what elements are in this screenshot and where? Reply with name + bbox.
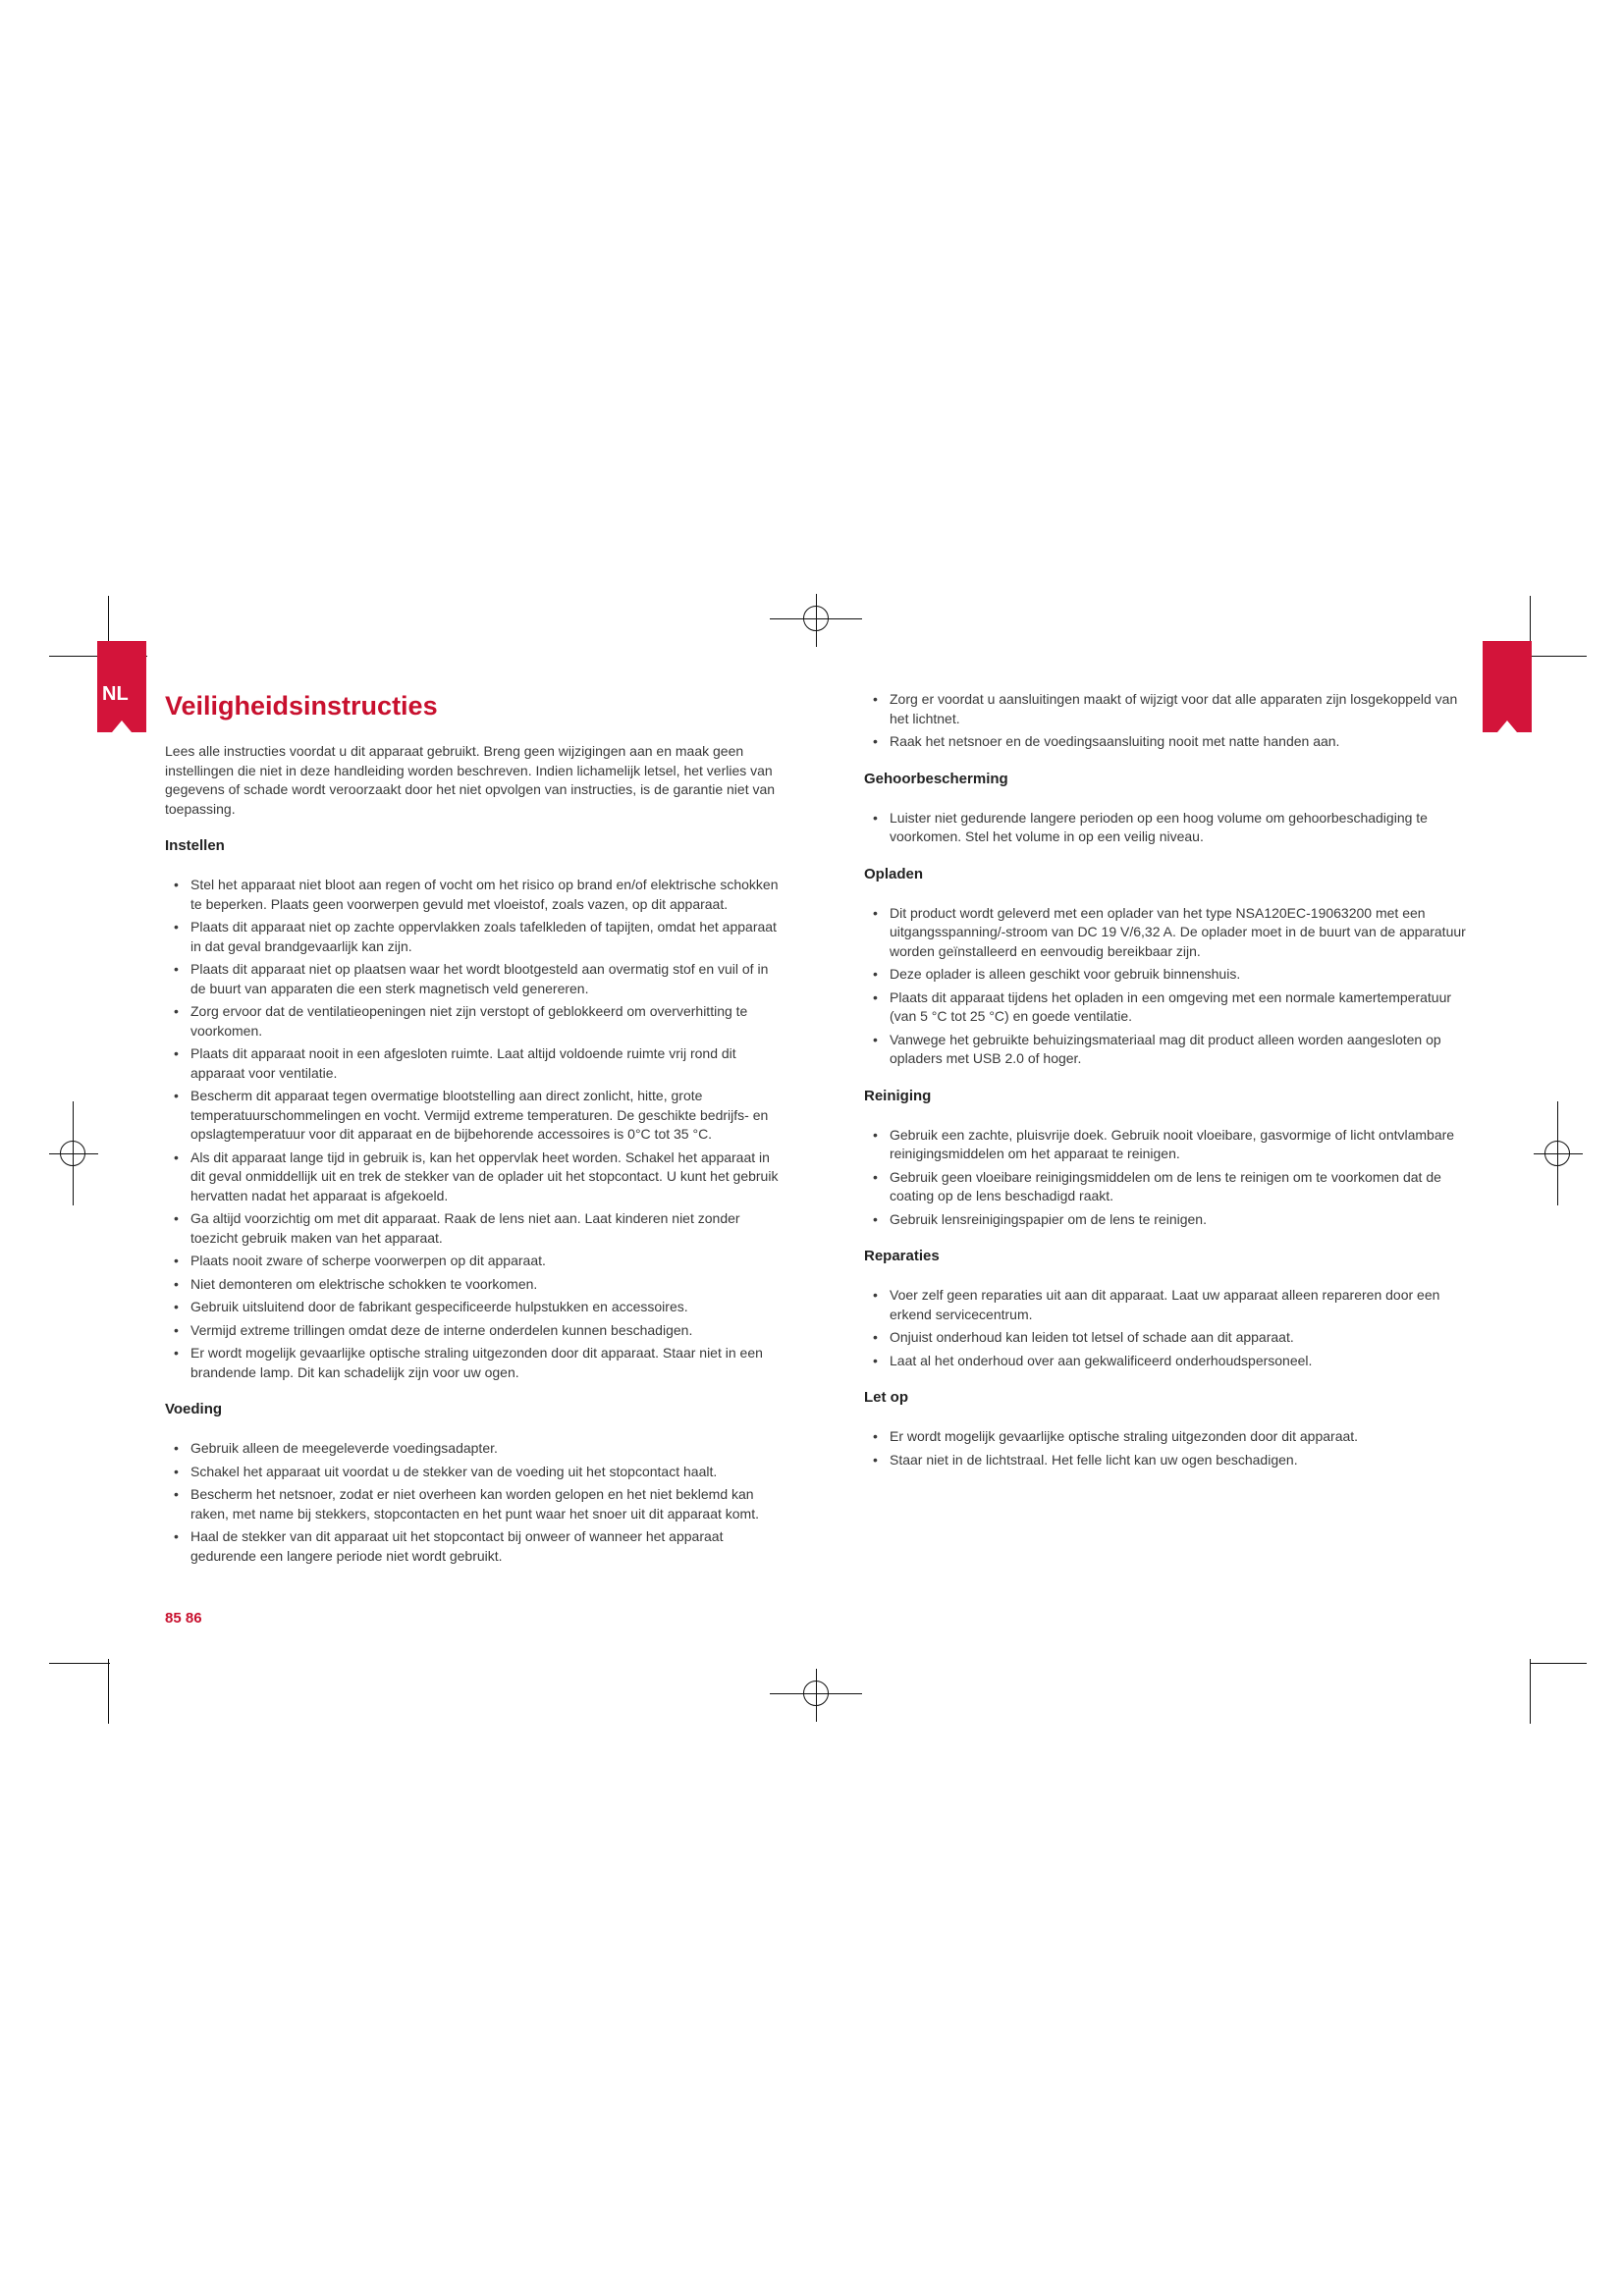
list-item: • Onjuist onderhoud kan leiden tot letsel of schade aan dit apparaat.	[890, 1328, 1473, 1348]
list-item: • Niet demonteren om elektrische schokken te voorkomen.	[190, 1275, 779, 1295]
list-item: • Plaats dit apparaat tijdens het opladen in een omgeving met een normale kamertemperatuur (van 5 °C tot 25 °C) en goede ventilatie.	[890, 988, 1473, 1027]
list-gehoorbescherming	[864, 809, 1473, 847]
list-instellen	[165, 876, 779, 1382]
section-heading-let-op: Let op	[864, 1389, 908, 1406]
list-item: • Er wordt mogelijk gevaarlijke optische straling uitgezonden door dit apparaat. Staar niet in een brandende lamp. Dit kan schadelijk zijn voor uw ogen.	[190, 1344, 779, 1382]
list-item: • Haal de stekker van dit apparaat uit het stopcontact bij onweer of wanneer het apparaat gedurende een langere periode niet wordt gebruikt.	[190, 1527, 779, 1566]
list-item: • Deze oplader is alleen geschikt voor gebruik binnenshuis.	[890, 965, 1473, 985]
list-item: • Voer zelf geen reparaties uit aan dit apparaat. Laat uw apparaat alleen repareren door een erkend servicecentrum.	[890, 1286, 1473, 1324]
section-heading-gehoorbescherming: Gehoorbescherming	[864, 770, 1008, 787]
page-title: Veiligheidsinstructies	[165, 691, 438, 721]
list-item: • Dit product wordt geleverd met een oplader van het type NSA120EC-19063200 met een uitgangsspanning/-stroom van DC 19 V/6,32 A. De oplader moet in de buurt van de apparatuur worden geïnstalleerd en eenvoudig bereikbaar zijn.	[890, 904, 1473, 962]
intro-paragraph: Lees alle instructies voordat u dit apparaat gebruikt. Breng geen wijzigingen aan en maak geen instellingen die niet in deze handleiding worden beschreven. Indien lichamelijk letsel, het verlies van gegevens of schade wordt veroorzaakt door het niet opvolgen van instructies, is de garantie niet van toepassing.	[165, 743, 776, 817]
language-tab-label: NL	[102, 683, 129, 705]
left-column	[165, 689, 779, 1583]
list-item: • Raak het netsnoer en de voedingsaansluiting nooit met natte handen aan.	[890, 732, 1473, 752]
list-voeding-continued	[864, 690, 1473, 752]
list-reiniging	[864, 1126, 1473, 1230]
list-item: • Staar niet in de lichtstraal. Het felle licht kan uw ogen beschadigen.	[890, 1451, 1473, 1470]
section-heading-instellen: Instellen	[165, 837, 225, 854]
list-item: • Plaats nooit zware of scherpe voorwerpen op dit apparaat.	[190, 1252, 779, 1271]
list-item: • Ga altijd voorzichtig om met dit apparaat. Raak de lens niet aan. Laat kinderen niet zonder toezicht gebruik maken van het apparaat.	[190, 1209, 779, 1248]
language-tab-right	[1483, 641, 1532, 732]
list-item: • Als dit apparaat lange tijd in gebruik is, kan het oppervlak heet worden. Schakel het apparaat in dit geval onmiddellijk uit en trek de stekker van de oplader uit het stopcontact. U kunt het gebruik hervatten nadat het apparaat is afgekoeld.	[190, 1148, 779, 1206]
list-item: • Gebruik een zachte, pluisvrije doek. Gebruik nooit vloeibare, gasvormige of licht ontvlambare reinigingsmiddelen om het apparaat te reinigen.	[890, 1126, 1473, 1164]
section-heading-opladen: Opladen	[864, 865, 924, 882]
list-item: • Laat al het onderhoud over aan gekwalificeerd onderhoudspersoneel.	[890, 1352, 1473, 1371]
list-item: • Vanwege het gebruikte behuizingsmateriaal mag dit product alleen worden aangesloten op opladers met USB 2.0 of hoger.	[890, 1031, 1473, 1069]
list-item: • Plaats dit apparaat niet op plaatsen waar het wordt blootgesteld aan overmatig stof en vuil of in de buurt van apparaten die een sterk magnetisch veld genereren.	[190, 960, 779, 998]
list-item: • Plaats dit apparaat nooit in een afgesloten ruimte. Laat altijd voldoende ruimte vrij rond dit apparaat voor ventilatie.	[190, 1044, 779, 1083]
list-item: • Stel het apparaat niet bloot aan regen of vocht om het risico op brand en/of elektrische schokken te beperken. Plaats geen voorwerpen gevuld met vloeistof, zoals vazen, op dit apparaat.	[190, 876, 779, 914]
list-let-op	[864, 1427, 1473, 1469]
list-item: • Bescherm het netsnoer, zodat er niet overheen kan worden gelopen en het niet beklemd kan raken, met name bij stekkers, stopcontacten en het punt waar het snoer uit dit apparaat komt.	[190, 1485, 779, 1523]
right-column	[864, 690, 1473, 1487]
list-item: • Gebruik geen vloeibare reinigingsmiddelen om de lens te reinigen om te voorkomen dat de coating op de lens beschadigd raakt.	[890, 1168, 1473, 1206]
list-item: • Bescherm dit apparaat tegen overmatige blootstelling aan direct zonlicht, hitte, grote temperatuurschommelingen en vocht. Vermijd extreme temperaturen. De geschikte bedrijfs- en opslagtemperatuur voor dit apparaat en de bijbehorende accessoires is 0°C tot 35 °C.	[190, 1087, 779, 1145]
section-heading-reiniging: Reiniging	[864, 1087, 932, 1104]
list-item: • Zorg ervoor dat de ventilatieopeningen niet zijn verstopt of geblokkeerd om oververhitting te voorkomen.	[190, 1002, 779, 1041]
list-item: • Schakel het apparaat uit voordat u de stekker van de voeding uit het stopcontact haalt.	[190, 1463, 779, 1482]
list-item: • Gebruik lensreinigingspapier om de lens te reinigen.	[890, 1210, 1473, 1230]
list-item: • Er wordt mogelijk gevaarlijke optische straling uitgezonden door dit apparaat.	[890, 1427, 1473, 1447]
list-voeding	[165, 1439, 779, 1566]
list-item: • Zorg er voordat u aansluitingen maakt of wijzigt voor dat alle apparaten zijn losgekoppeld van het lichtnet.	[890, 690, 1473, 728]
list-item: • Gebruik uitsluitend door de fabrikant gespecificeerde hulpstukken en accessoires.	[190, 1298, 779, 1317]
list-item: • Luister niet gedurende langere perioden op een hoog volume om gehoorbeschadiging te voorkomen. Stel het volume in op een veilig niveau.	[890, 809, 1473, 847]
section-heading-reparaties: Reparaties	[864, 1248, 940, 1264]
page-numbers: 85 86	[165, 1610, 202, 1627]
section-heading-voeding: Voeding	[165, 1401, 223, 1417]
list-item: • Plaats dit apparaat niet op zachte oppervlakken zoals tafelkleden of tapijten, omdat het apparaat in dat geval brandgevaarlijk kan zijn.	[190, 918, 779, 956]
list-item: • Gebruik alleen de meegeleverde voedingsadapter.	[190, 1439, 779, 1459]
list-item: • Vermijd extreme trillingen omdat deze de interne onderdelen kunnen beschadigen.	[190, 1321, 779, 1341]
list-reparaties	[864, 1286, 1473, 1370]
list-opladen	[864, 904, 1473, 1069]
